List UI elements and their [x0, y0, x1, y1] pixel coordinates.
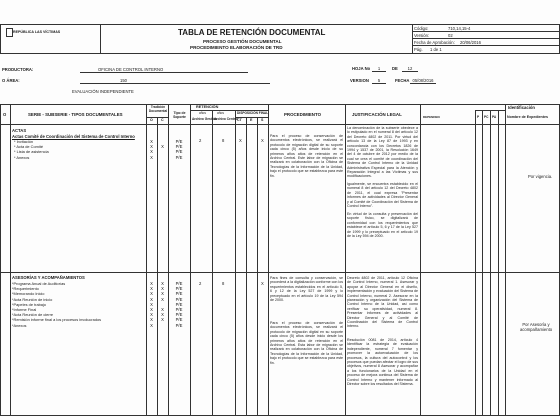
col-nombre-expedientes: Nombre de Expedientes: [507, 115, 548, 119]
area-value: 150: [80, 78, 270, 84]
row1-marks-original: X X X X: [150, 139, 153, 160]
list-item: *Requerimiento: [12, 286, 39, 292]
row1-justificacion-2: Igualmente, se encuentra establecido en el numeral 8 del artículo 12 del Decreto 4802 de 2011, el cual expresa "Presentar informes de actividades al Director General y al Comité de Coordinación del Sistema de Control Interno".: [347, 182, 418, 209]
col-codigo: O: [3, 112, 7, 117]
row1-nombre-expediente: Por vigencia.: [528, 174, 553, 179]
version-value: 02: [448, 33, 453, 38]
productora-value: OFICINA DE CONTROL INTERNO: [80, 67, 248, 73]
row1-retencion-central: 8: [222, 138, 225, 143]
sheet-number: 1: [372, 66, 386, 72]
col-identificacion: Identificación: [508, 105, 535, 110]
logo-text: REPÚBLICA LAS VÍCTIMAS: [13, 30, 61, 34]
col-archivo-gestion: Archivo Gestión: [192, 117, 217, 121]
row2-retencion-gestion: 2: [199, 281, 202, 286]
list-item: *Remisión informe final a los procesos involucrados: [12, 317, 102, 323]
row1-justificacion-1: La denominación de la subserie obedece a lo estipulado en el numeral 8 del artículo 12 del Decreto 4802 de 2011. Por virtud del artículo 13 de la Ley 87 de 1993 y en concordancia con los Decretos 1826 de 1994 y 1537 de 2001, la Resolución 1649 del 4 de octubre de 2012 por medio de la cual se crea el comité de coordinación del Sistema de Control Interno de la Unidad Administrativa Especial para la Atención y Reparación Integral a las Víctimas y sus modificaciones.: [347, 126, 418, 179]
col-retencion: RETENCIÓN: [196, 105, 219, 109]
code-value: 710,14,15-4: [448, 26, 471, 31]
document-page: REPÚBLICA LAS VÍCTIMAS TABLA DE RETENCIÓN DOCUMENTAL PROCESO GESTIÓN DOCUMENTAL PROCEDIMIENTO ELABORACIÓN DE TRD Código: 710,14,15-4 Versión: 02 Fecha de Aprobación: 20/06/2016 Pág. 1 de 1 PRODUCTORA: OFICINA DE CONTROL INTERNO O ÁREA: 150 EVALUACIÓN INDEPENDIENTE HOJA No 1 DE 12 VERSION 5 FECHA 05/08/2016 O SERIE - SUBSERIE - TIPOS DOCUMENTALES Tradición Documental O C Tipo de Soporte RETENCIÓN años años Archivo Gestión Archivo Central DISPOSICIÓN FINAL CT E S PROCEDIMIENTO JUSTIFICACIÓN LEGAL Identificación DEPENDEN P PC PA Nombre de Expedientes ACTAS Actas Comité de Coordinación del Sistema de Control Interno * Invitación * Acta de Comité * Lista de asistencia * Anexos X X X X X P/E P/E P/E P/E 2 8 X X Para el proceso de conservación de documentos electrónicos, se realizará el protocolo de migración digital de su soporte cada cinco (5) años desde inicio de su primeros años altos de retención en el Archivo Central. Este labor de migración se realizará en colaboración con la Oficina de Tecnologías de la Información de la Unidad, bajo el protocolo que se establezca para este fin. La denominación de la subserie obedece a lo estipulado en el numeral 8 del artículo 12 del Decreto 4802 de 2011. Por virtud del artículo 13 de la Ley 87 de 1993 y en concordancia con los Decretos 1826 de 1994 y 1537 de 2001, la Resolución 1649 del 4 de octubre de 2012 por medio de la cual se crea el comité de coordinación del Sistema de Control Interno de la Unidad Administrativa Especial para la Atención y Reparación Integral a las Víctimas y sus modificaciones. Igualmente, se encuentra establecido en el numeral 8 del artículo 12 del Decreto 4802 de 2011, el cual expresa "Presentar informes de actividades al Director General y al Comité de Coordinación del Sistema de Control Interno". En virtud de la consulta y preservación del soporte físico, se digitalizará de conformidad con los requerimientos que establece el artículo 5, 6 y 17 de la Ley 527 de 1999 y lo preceptuado en el artículo 19 de la Ley 594 de 2000. Por vigencia. ASESORÍAS Y ACOMPAÑAMIENTOS *Programa Anual de Auditorías *Requerimiento *Memorando Inicio *Acta Reunión de inicio *Papeles de trabajo *Informe Final *Acta Reunión de cierre *Remisión informe final a los procesos involucrados *Anexos X X X X X X X X X X X X X X X X P/E P/E P/E P/E P/E P/E P/E P/E P/E 2 8 X Para fines de consulta y conservación, se procederá a la digitalización conforme con los requerimientos establecidos en el artículo 5, 6 y 12 de la Ley 527 de 1999 y lo preceptuado en el artículo 19 de la Ley 594 de 2000. Para el proceso de conservación de documentos electrónicos, se realizará el protocolo de migración digital en su soporte cada cinco (5) años desde inicio desde los primeros años altos de retención en el Archivo Central. Esta labor de migración se realizará en colaboración con la Oficina de Tecnologías de la Información de la Unidad, bajo el protocolo que se establezca para este fin. Decreto 4802 de 2011, artículo 12 Oficina de Control Interno, numeral 1. Asesorar y apoyar al Director General en el diseño, implementación y evaluación del Sistema de Control Interno, numeral 2. Asesorar en la planeación y organización del Sistema de Control Interno de la Unidad, así como verificar su operatividad, numeral 8. Presentar informes de actividades al Director General y al Comité de Coordinación del Sistema de Control Interno. Resolución 0081 de 2014, artículo 4 Identificar la estrategia de evaluación independiente, numeral 7 fomentar y promover la autoevaluación de los procesos, la cultura del autocontrol y los procesos que puedan afectar el logro de sus objetivos, numeral 8 Asesorar y acompañar a los funcionarios de la Unidad en el proceso de mejora continua del Sistema de Control Interno y mantener informado al Director sobre los resultados del Sistema. Por Asesoría y acompañamiento: [0, 0, 560, 420]
col-archivo-central: Archivo Central: [214, 117, 238, 121]
row2-marks-copia: X X X X X X X: [161, 281, 164, 323]
col-disposicion: DISPOSICIÓN FINAL: [237, 111, 269, 115]
approval-date: 20/06/2016: [460, 40, 481, 45]
trd-date: 05/08/2016: [410, 78, 436, 84]
list-item: *Memorando Inicio: [12, 291, 45, 297]
page-count: 1 de 1: [430, 47, 442, 52]
col-serie: SERIE - SUBSERIE - TIPOS DOCUMENTALES: [28, 112, 123, 117]
subseries-actas-comite: Actas Comité de Coordinación del Sistema de Control Interno: [12, 134, 135, 139]
row2-retencion-central: 8: [222, 281, 225, 286]
procedure-name: PROCEDIMIENTO ELABORACIÓN DE TRD: [190, 45, 283, 50]
list-item: *Anexos: [12, 322, 27, 328]
row2-soporte: P/E P/E P/E P/E P/E P/E P/E P/E P/E: [175, 281, 183, 328]
unit-logo-icon: [6, 28, 13, 37]
row1-retencion-gestion: 2: [199, 138, 202, 143]
area-label: O ÁREA:: [2, 78, 20, 83]
list-item: * Invitación: [14, 139, 34, 144]
productora-label: PRODUCTORA:: [2, 67, 34, 72]
sheet-total: 12: [402, 66, 418, 72]
list-item: *Informe Final: [12, 307, 37, 313]
trd-version: 5: [372, 78, 386, 84]
row1-procedimiento: Para el proceso de conservación de documentos electrónicos, se realizará el protocolo de migración digital de su soporte cada cinco (5) años desde inicio de su primeros años altos de retención en el Archivo Central. Este labor de migración se realizará en colaboración con la Oficina de Tecnologías de la Información de la Unidad, bajo el protocolo que se establezca para este fin.: [270, 134, 343, 178]
row2-nombre-expediente: Por Asesoría y acompañamiento: [519, 322, 553, 332]
list-item: * Lista de asistencia: [14, 149, 49, 155]
list-item: *Acta Reunión de inicio: [12, 296, 53, 302]
list-item: *Acta Reunión de cierre: [12, 312, 54, 318]
process-name: PROCESO GESTIÓN DOCUMENTAL: [203, 39, 282, 44]
col-justificacion: JUSTIFICACIÓN LEGAL: [352, 112, 402, 117]
col-tradicion: Tradición Documental: [148, 105, 168, 113]
row1-soporte: P/E P/E P/E P/E: [175, 139, 183, 160]
row2-justificacion-a: Decreto 4802 de 2011, artículo 12 Oficina de Control Interno, numeral 1. Asesorar y apoyar al Director General en el diseño, implementación y evaluación del Sistema de Control Interno, numeral 2. Asesorar en la planeación y organización del Sistema de Control Interno de la Unidad, así como verificar su operatividad, numeral 8. Presentar informes de actividades al Director General y al Comité de Coordinación del Sistema de Control Interno.: [347, 276, 418, 329]
section-asesorias: ASESORÍAS Y ACOMPAÑAMIENTOS: [12, 275, 85, 280]
row2-document-types: [12, 281, 101, 328]
list-item: * Anexos: [14, 154, 30, 160]
row2-procedimiento-2: Para el proceso de conservación de documentos electrónicos, se realizará el protocolo de migración digital en su soporte cada cinco (5) años desde inicio desde los primeros años altos de retención en el Archivo Central. Esta labor de migración se realizará en colaboración con la Oficina de Tecnologías de la Información de la Unidad, bajo el protocolo que se establezca para este fin.: [270, 321, 343, 365]
row2-justificacion-b: Resolución 0081 de 2014, artículo 4 Identificar la estrategia de evaluación independiente, numeral 7 fomentar y promover la autoevaluación de los procesos, la cultura del autocontrol y los procesos que puedan afectar el logro de sus objetivos, numeral 8 Asesorar y acompañar a los funcionarios de la Unidad en el proceso de mejora continua del Sistema de Control Interno y mantener informado al Director sobre los resultados del Sistema.: [347, 338, 418, 387]
section-actas: ACTAS: [12, 128, 27, 133]
evaluation-value: EVALUACIÓN INDEPENDIENTE: [72, 89, 134, 94]
list-item: *Papeles de trabajo: [12, 301, 46, 307]
list-item: * Acta de Comité: [14, 144, 43, 150]
row2-marks-original: X X X X X X X X X: [150, 281, 153, 328]
row1-justificacion-3: En virtud de la consulta y preservación del soporte físico, se digitalizará de conformidad con los requerimientos que establece el artículo 5, 6 y 17 de la Ley 527 de 1999 y lo preceptuado en el artículo 19 de la Ley 594 de 2000.: [347, 212, 418, 239]
row2-procedimiento-1: Para fines de consulta y conservación, se procederá a la digitalización conforme con los requerimientos establecidos en el artículo 5, 6 y 12 de la Ley 527 de 1999 y lo preceptuado en el artículo 19 de la Ley 594 de 2000.: [270, 276, 343, 303]
row1-marks-copia: X: [161, 144, 164, 150]
list-item: *Programa Anual de Auditorías: [12, 281, 66, 286]
col-soporte: Tipo de Soporte: [173, 111, 186, 119]
row1-document-types: [14, 139, 49, 160]
document-title: TABLA DE RETENCIÓN DOCUMENTAL: [178, 28, 326, 37]
col-procedimiento: PROCEDIMIENTO: [284, 112, 321, 117]
